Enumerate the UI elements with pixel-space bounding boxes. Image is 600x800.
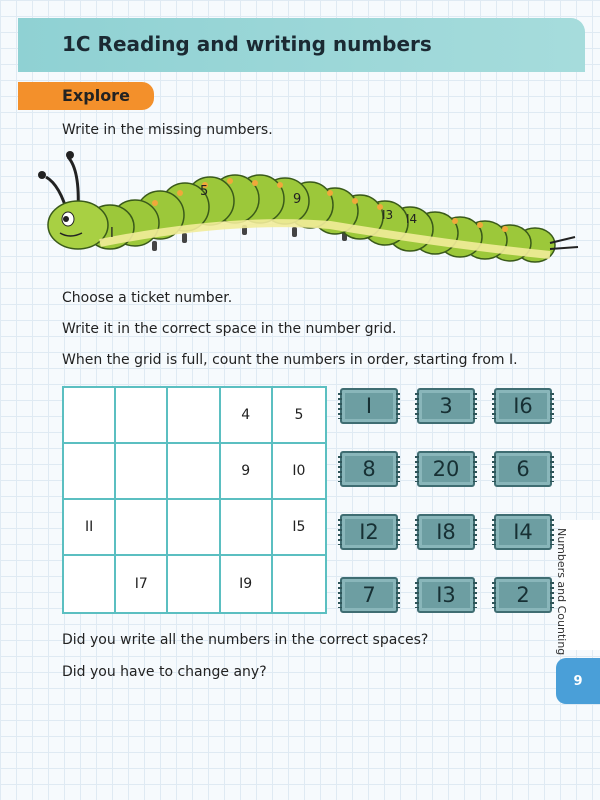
ticket[interactable] [494,577,552,613]
grid-cell[interactable]: I0 [273,444,325,500]
grid-cell[interactable]: I9 [221,556,273,612]
ticket-number: I8 [436,520,456,544]
ticket-number: I4 [513,520,533,544]
ticket-number: 3 [439,394,453,418]
grid-cell[interactable] [116,500,168,556]
caterpillar-number: I3 [382,208,394,222]
grid-cell[interactable] [168,500,220,556]
instruction-count: When the grid is full, count the numbers in order, starting from I. [62,352,518,368]
chapter-header [18,18,585,72]
grid-cell[interactable]: II [64,500,116,556]
number-grid [62,386,327,614]
ticket-number: I [365,394,373,418]
grid-cell[interactable] [116,444,168,500]
ticket[interactable] [417,514,475,550]
caterpillar-number: 9 [293,192,302,207]
ticket-number: 8 [362,457,376,481]
grid-cell[interactable]: I5 [273,500,325,556]
ticket[interactable] [494,451,552,487]
ticket[interactable] [340,388,398,424]
caterpillar-illustration [30,145,585,275]
page-number: 9 [573,673,583,689]
caterpillar-number: I [110,226,114,241]
ticket-number: 2 [516,583,530,607]
grid-cell[interactable] [168,444,220,500]
question-change: Did you have to change any? [62,664,267,680]
grid-cell[interactable] [64,556,116,612]
ticket[interactable] [417,451,475,487]
ticket[interactable] [340,451,398,487]
ticket[interactable] [494,388,552,424]
explore-banner [18,82,154,110]
grid-cell[interactable] [64,388,116,444]
grid-cell[interactable]: 4 [221,388,273,444]
section-label: Numbers and Counting [555,528,568,656]
ticket-number: 7 [362,583,376,607]
ticket-number: I2 [359,520,379,544]
grid-cell[interactable]: 9 [221,444,273,500]
grid-cell[interactable] [116,388,168,444]
ticket-number: I6 [513,394,533,418]
grid-cell[interactable] [168,556,220,612]
ticket[interactable] [417,388,475,424]
ticket[interactable] [340,514,398,550]
page-number-tab [556,658,600,704]
question-correct-spaces: Did you write all the numbers in the correct spaces? [62,632,429,648]
ticket-number: 20 [432,457,460,481]
grid-cell[interactable] [221,500,273,556]
grid-cell[interactable] [273,556,325,612]
ticket[interactable] [494,514,552,550]
instruction-choose: Choose a ticket number. [62,290,233,306]
caterpillar-number: 5 [200,184,209,199]
ticket-set [340,388,552,613]
grid-cell[interactable]: 5 [273,388,325,444]
page-title: 1C Reading and writing numbers [62,32,432,56]
explore-label: Explore [62,86,130,105]
caterpillar-number: I4 [406,212,418,226]
grid-cell[interactable] [64,444,116,500]
instruction-missing: Write in the missing numbers. [62,122,273,138]
grid-cell[interactable] [168,388,220,444]
ticket[interactable] [417,577,475,613]
instruction-write: Write it in the correct space in the number grid. [62,321,397,337]
ticket[interactable] [340,577,398,613]
ticket-number: 6 [516,457,530,481]
grid-cell[interactable]: I7 [116,556,168,612]
ticket-number: I3 [436,583,456,607]
